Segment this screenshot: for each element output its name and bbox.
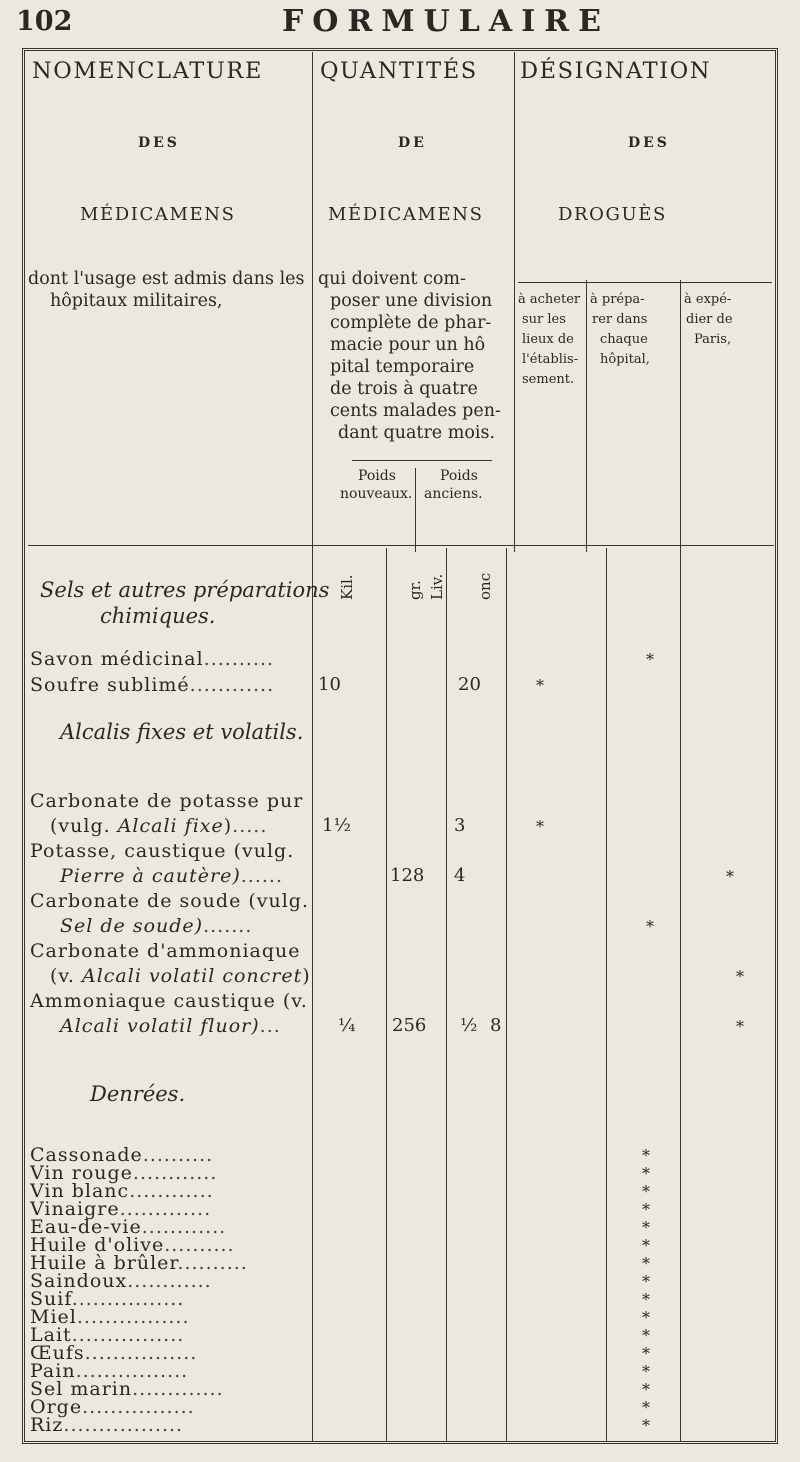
row-mark: * [642,1326,650,1345]
row-mark: * [726,867,734,886]
leader-dots: ................ [84,1342,198,1364]
leader-dots: ....... [203,915,253,937]
row-potasse-2 [60,865,283,887]
unit-gr: gr. [406,580,424,600]
leader-dots: .......... [164,1234,235,1256]
item-label: Eau-de-vie [30,1216,142,1238]
item-label: Cassonade [30,1144,143,1166]
sub-medicamens: MÉDICAMENS [328,204,484,225]
sub-des: DES [138,135,180,151]
cell-gr: 256 [392,1015,427,1036]
section-alcalis: Alcalis fixes et volatils. [60,720,304,744]
section-sels-1: Sels et autres préparations [40,578,330,602]
leader-dots: ............ [189,674,275,696]
quantites-desc: qui doivent com- [318,269,466,289]
column-divider [680,280,681,552]
cell-kil: 10 [318,674,341,695]
quantites-desc: de trois à quatre [330,379,478,399]
unit-kil: Kil. [338,574,356,600]
leader-dots: ................ [76,1306,190,1328]
col-title-quantites: QUANTITÉS [320,58,478,84]
row-mark: * [642,1362,650,1381]
header-rule [28,545,774,546]
cell-kil: ¼ [338,1015,356,1036]
row-mark: * [642,1308,650,1327]
row-mark: * [642,1290,650,1309]
row-soufre [30,674,274,696]
sub-medicamens: MÉDICAMENS [80,204,236,225]
poids-anciens-1: Poids [440,468,478,484]
row-carbonate-soude-1: Carbonate de soude (vulg. [30,890,310,912]
quantites-desc: pital temporaire [330,357,475,377]
leader-dots: ................ [82,1396,195,1418]
row-mark: * [736,1017,744,1036]
leader-dots: ..... [232,815,268,837]
leader-dots: ............ [129,1180,214,1202]
leader-dots: .......... [203,648,275,670]
row-carbonate-potasse-2 [50,815,267,837]
cell-liv: 20 [458,674,481,695]
col-title-nomenclature: NOMENCLATURE [32,58,263,84]
cell-onc: 8 [490,1015,502,1036]
row-mark: * [642,1200,650,1219]
leader-dots: ...... [240,865,283,887]
row-label: Soufre sublimé [30,674,190,696]
leader-dots: ............ [141,1216,227,1238]
sub-de: DE [398,135,427,151]
sub-des: DES [628,135,670,151]
sub-drogues: DROGUÈS [558,204,667,225]
running-title: FORMULAIRE [282,4,610,39]
leader-dots: ................ [71,1324,185,1346]
quantites-desc: macie pour un hô [330,335,486,355]
row-carbonate-potasse-1: Carbonate de potasse pur [30,790,304,812]
unit-liv: Liv. [428,573,446,600]
item-label: Riz [30,1414,64,1436]
cell-kil: 1½ [322,815,351,836]
row-mark: * [642,1380,650,1399]
cell-liv: 3 [454,815,466,836]
row-text-italic: Sel de soude) [60,915,204,937]
brace-line [518,282,772,283]
row-text: (v. [50,965,82,987]
brace-line [352,460,492,461]
list-item [30,1414,183,1436]
preparer-1: à prépa- [590,292,645,307]
quantites-desc: cents malades pen- [330,401,501,421]
leader-dots: ............. [132,1378,224,1400]
row-mark: * [642,1236,650,1255]
row-mark: * [646,650,654,669]
poids-nouveaux-1: Poids [358,468,396,484]
expedier-1: à expé- [684,292,732,307]
item-label: Pain [30,1360,76,1382]
cell-liv: 4 [454,865,466,886]
row-label: Savon médicinal [30,648,204,670]
row-mark: * [736,967,744,986]
quantites-desc: poser une division [330,291,493,311]
acheter-3: lieux de [522,332,574,347]
column-divider [506,548,507,1442]
section-sels-2: chimiques. [100,604,216,628]
row-carbonate-ammoniaque-2 [50,965,311,987]
leader-dots: ............ [132,1162,218,1184]
leader-dots: ................ [75,1360,189,1382]
column-divider [586,280,587,552]
row-mark: * [642,1344,650,1363]
nomenclature-desc-1: dont l'usage est admis dans les [28,269,305,289]
column-divider [680,548,681,1442]
preparer-4: hôpital, [600,352,650,367]
row-mark: * [642,1398,650,1417]
preparer-3: chaque [600,332,648,347]
row-text: ) [223,815,233,837]
nomenclature-desc-2: hôpitaux militaires, [50,291,223,311]
item-label: Œufs [30,1342,85,1364]
row-mark: * [536,817,544,836]
cell-gr: 128 [390,865,425,886]
item-label: Vin blanc [30,1180,130,1202]
column-divider [386,548,387,1442]
item-label: Huile d'olive [30,1234,165,1256]
row-carbonate-soude-2 [60,915,252,937]
row-mark: * [642,1164,650,1183]
row-carbonate-ammoniaque-1: Carbonate d'ammoniaque [30,940,301,962]
item-label: Saindoux [30,1270,128,1292]
column-divider [312,52,313,1442]
leader-dots: ............. [119,1198,212,1220]
leader-dots: ... [259,1015,281,1037]
expedier-2: dier de [686,312,733,327]
column-divider [446,548,447,1442]
item-label: Lait [30,1324,72,1346]
row-mark: * [642,1254,650,1273]
item-label: Huile à brûler [30,1252,178,1274]
column-divider [606,548,607,1442]
row-savon [30,648,274,670]
unit-onc: onc [476,572,494,600]
row-mark: * [642,1272,650,1291]
expedier-3: Paris, [694,332,732,347]
row-ammoniaque-caustique-2 [60,1015,281,1037]
leader-dots: .......... [177,1252,248,1274]
col-title-designation: DÉSIGNATION [520,58,712,84]
row-text: ) [302,965,311,987]
row-potasse-1: Potasse, caustique (vulg. [30,840,295,862]
column-divider [514,52,515,552]
row-mark: * [646,917,654,936]
row-mark: * [642,1416,650,1435]
row-ammoniaque-caustique-1: Ammoniaque caustique (v. [30,990,308,1012]
row-text-italic: Alcali fixe [117,815,224,837]
preparer-2: rer dans [592,312,648,327]
row-text-italic: Pierre à cautère) [60,865,241,887]
acheter-5: sement. [522,372,575,387]
quantites-desc: dant quatre mois. [338,423,495,443]
leader-dots: ................. [63,1414,184,1436]
item-label: Miel [30,1306,77,1328]
acheter-1: à acheter [518,292,581,307]
row-text-italic: Alcali volatil concret [81,965,303,987]
acheter-2: sur les [522,312,566,327]
row-mark: * [642,1218,650,1237]
poids-nouveaux-2: nouveaux. [340,486,413,502]
acheter-4: l'établis- [522,352,579,367]
leader-dots: ................ [71,1288,185,1310]
cell-liv: ½ [460,1015,478,1036]
leader-dots: .......... [142,1144,214,1166]
section-denrees: Denrées. [90,1082,186,1106]
leader-dots: ............ [127,1270,212,1292]
item-label: Sel marin [30,1378,133,1400]
row-mark: * [536,676,544,695]
column-divider [415,468,416,552]
item-label: Suif [30,1288,72,1310]
quantites-desc: complète de phar- [330,313,492,333]
row-text: (vulg. [50,815,118,837]
row-mark: * [642,1146,650,1165]
item-label: Vinaigre [30,1198,120,1220]
poids-anciens-2: anciens. [424,486,483,502]
item-label: Orge [30,1396,83,1418]
page-number: 102 [16,6,73,37]
item-label: Vin rouge [30,1162,133,1184]
row-text-italic: Alcali volatil fluor) [60,1015,260,1037]
row-mark: * [642,1182,650,1201]
